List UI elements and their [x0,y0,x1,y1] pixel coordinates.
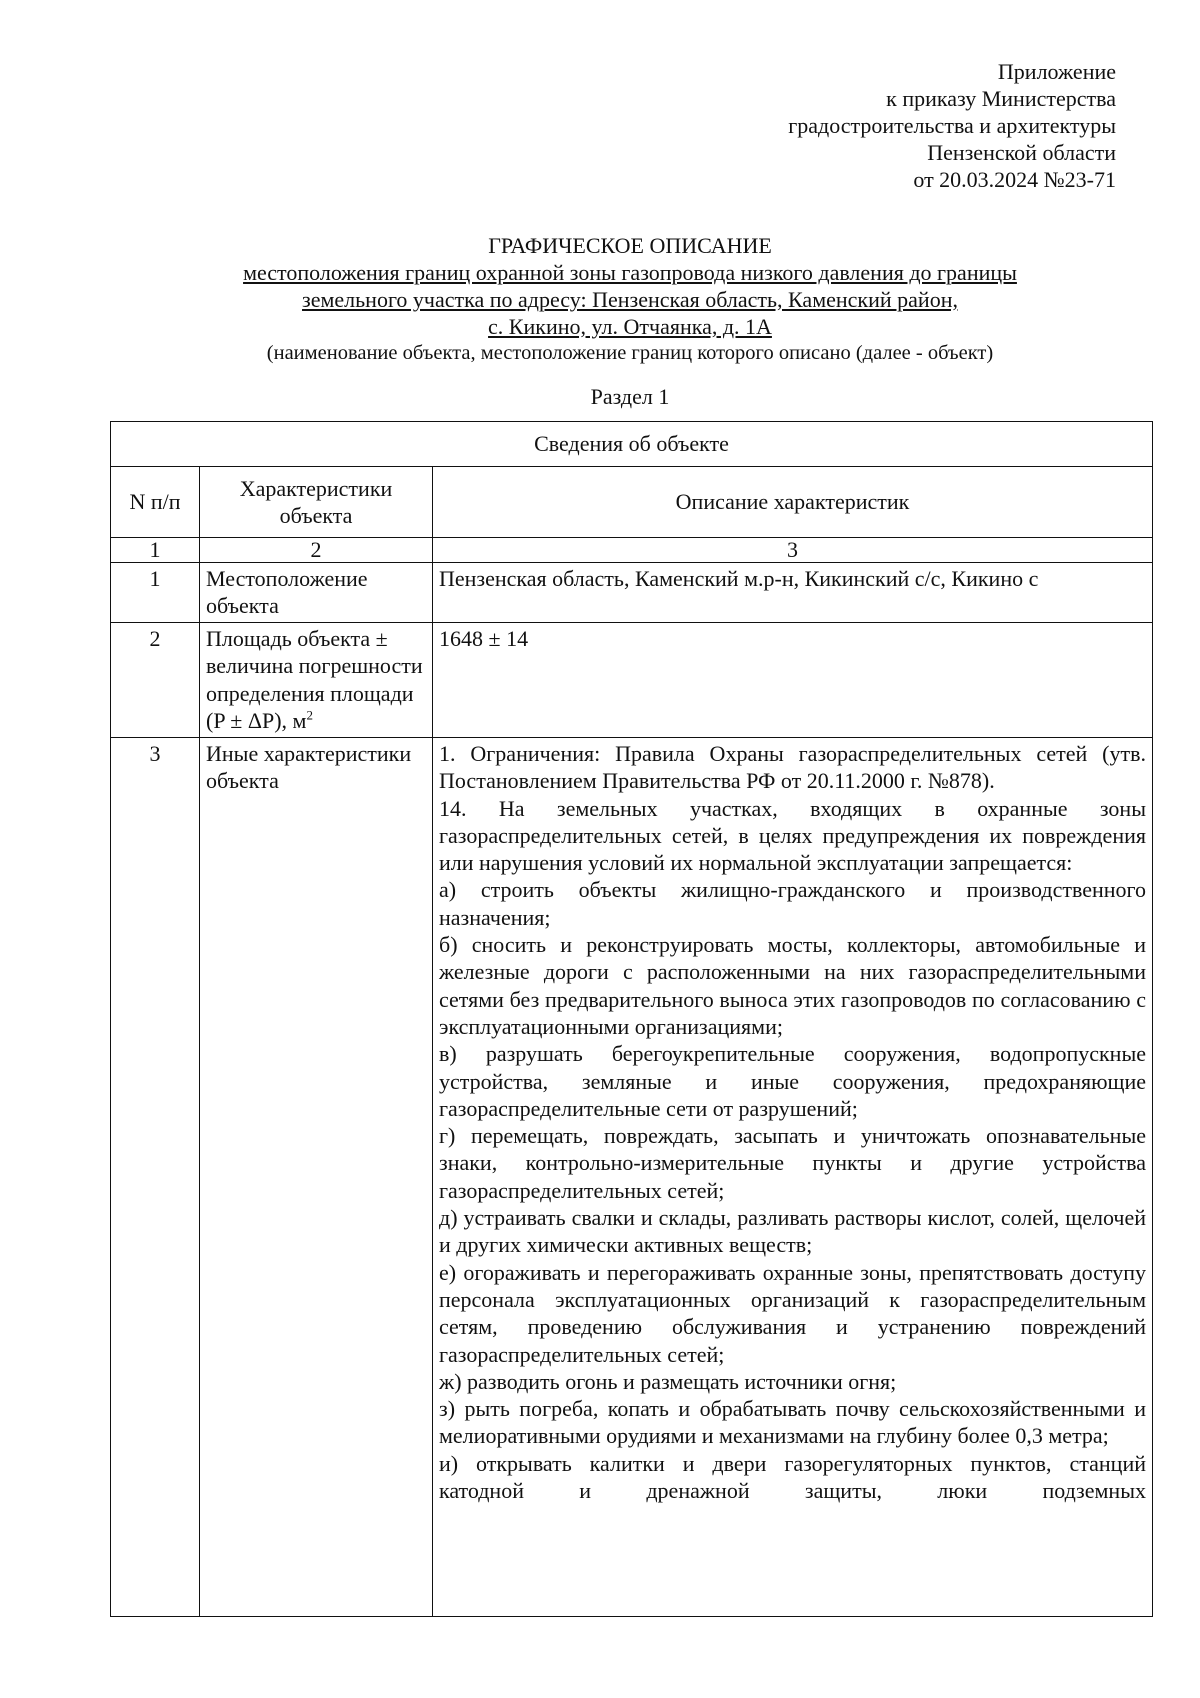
table-caption: Сведения об объекте [111,422,1153,467]
document-subtitle-line: земельного участка по адресу: Пензенская область, Каменский район, [302,287,958,312]
description-paragraph: ж) разводить огонь и размещать источники огня; [439,1368,897,1394]
table-header-row [111,467,1153,538]
document-heading [110,233,1150,367]
description-paragraph: в) разрушать берегоукрепительные сооружения, водопропускные устройства, земляные и иные сооружения, предохраняющие газораспределительные сети от разрушений; [439,1041,1146,1121]
description-paragraph: 1. Ограничения: Правила Охраны газораспределительных сетей (утв. Постановлением Правительства РФ от 20.11.2000 г. №878). [439,741,1146,794]
table-row [111,563,1153,623]
header-cell: Описание характеристик [433,467,1153,538]
table-row [111,738,1153,1617]
row-value-cell: Пензенская область, Каменский м.р-н, Кикинский с/с, Кикино с [433,563,1153,623]
description-paragraph: з) рыть погреба, копать и обрабатывать почву сельскохозяйственными и мелиоративными орудиями и механизмами на глубину более 0,3 метра; [439,1396,1146,1449]
appendix-line: к приказу Министерства [886,86,1116,111]
column-number-row [111,538,1153,563]
appendix-line: Пензенской области [927,140,1116,165]
appendix-line: Приложение [997,59,1116,84]
row-description-cell [433,738,1153,1617]
object-info-table [110,421,1153,1617]
section-title: Раздел 1 [590,384,670,409]
row-number-cell: 1 [111,563,200,623]
row-name-text: Площадь объекта ± величина погрешности определения площади (P ± ΔP), м [206,626,423,733]
unit-superscript: 2 [306,707,313,723]
description-paragraph: и) открывать калитки и двери газорегуляторных пунктов, станций катодной и дренажной защиты, люки подземных [439,1450,1146,1504]
appendix-block [788,58,1116,193]
column-number-cell: 2 [200,538,433,563]
row-name-cell: Иные характеристики объекта [200,738,433,1617]
row-name-cell [200,623,433,738]
description-paragraph: б) сносить и реконструировать мосты, коллекторы, автомобильные и железные дороги с расположенными на них газораспределительными сетями без предварительного выноса этих газопроводов по согласованию с эксплуатационными организациями; [439,932,1146,1039]
row-name-cell: Местоположение объекта [200,563,433,623]
subtitle-note: (наименование объекта, местоположение границ которого описано (далее - объект) [266,342,994,364]
table-caption-row [111,422,1153,467]
row-number-cell: 2 [111,623,200,738]
column-number-cell: 3 [433,538,1153,563]
appendix-line: от 20.03.2024 №23-71 [913,167,1116,192]
header-cell: N п/п [111,467,200,538]
document-title: ГРАФИЧЕСКОЕ ОПИСАНИЕ [488,233,772,258]
row-number-cell: 3 [111,738,200,1617]
row-value-cell: 1648 ± 14 [433,623,1153,738]
table-row [111,623,1153,738]
document-subtitle-line: с. Кикино, ул. Отчаянка, д. 1А [488,314,772,339]
description-paragraph: е) огораживать и перегораживать охранные зоны, препятствовать доступу персонала эксплуатационных организаций к газораспределительным сетям, проведению обслуживания и устранению повреждений газораспределительных сетей; [439,1259,1146,1367]
description-paragraph: а) строить объекты жилищно-гражданского и производственного назначения; [439,877,1146,930]
document-subtitle-line: местоположения границ охранной зоны газопровода низкого давления до границы [243,260,1017,285]
header-cell: Характеристики объекта [200,467,433,538]
column-number-cell: 1 [111,538,200,563]
appendix-line: градостроительства и архитектуры [788,113,1116,138]
description-paragraph: 14. На земельных участках, входящих в охранные зоны газораспределительных сетей, в целях предупреждения их повреждения или нарушения условий их нормальной эксплуатации запрещается: [439,795,1146,876]
description-paragraph: г) перемещать, повреждать, засыпать и уничтожать опознавательные знаки, контрольно-измерительные пункты и другие устройства газораспределительных сетей; [439,1123,1146,1203]
description-paragraph: д) устраивать свалки и склады, разливать растворы кислот, солей, щелочей и других химически активных веществ; [439,1205,1146,1258]
